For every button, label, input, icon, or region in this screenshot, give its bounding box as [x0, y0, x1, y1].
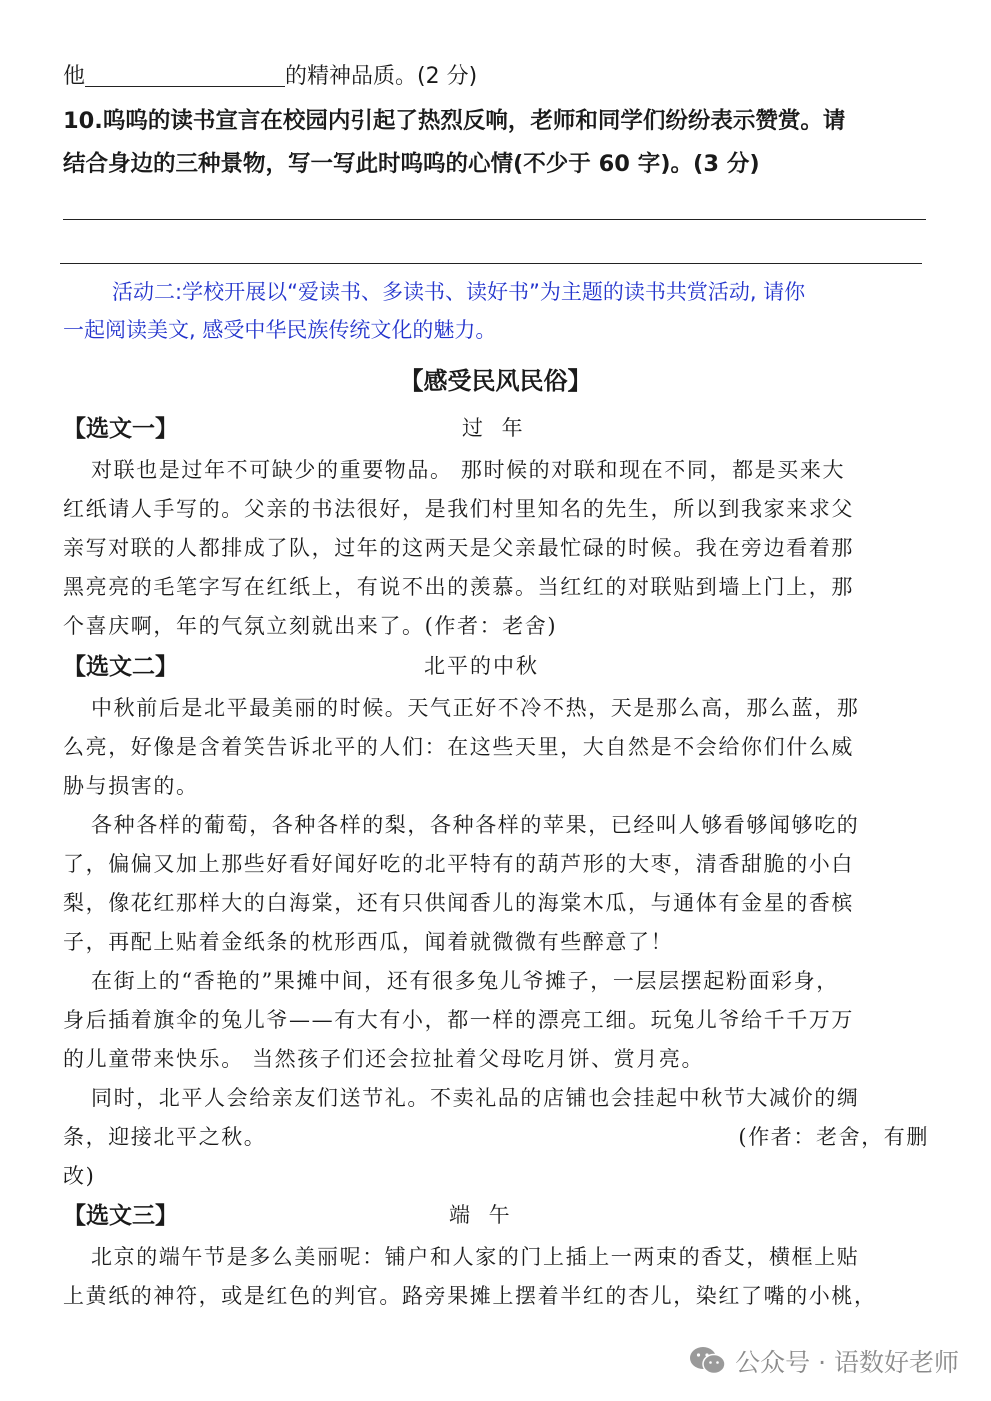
wechat-icon [689, 1345, 727, 1377]
passage-1-line: 个喜庆啊，年的气氛立刻就出来了。(作者：老舍) [63, 614, 558, 638]
answer-line[interactable] [60, 263, 922, 264]
passage-2-line: 身后插着旗伞的兔儿爷——有大有小，都一样的漂亮工细。玩兔儿爷给千千万万 [63, 1008, 854, 1032]
passage-3-line: 上黄纸的神符，或是红色的判官。路旁果摊上摆着半红的杏儿，染红了嘴的小桃， [63, 1284, 877, 1308]
passage-2-author: (作者：老舍，有删 [738, 1125, 929, 1149]
passage-2-line: 中秋前后是北平最美丽的时候。天气正好不冷不热，天是那么高，那么蓝，那 [91, 696, 860, 720]
passage-2-line: 么亮，好像是含着笑告诉北平的人们：在这些天里，大自然是不会给你们什么威 [63, 735, 854, 759]
passage-2-line: 在街上的“香艳的”果摊中间，还有很多兔儿爷摊子，一层层摆起粉面彩身， [91, 969, 839, 993]
passage-2-line: 同时，北平人会给亲友们送节礼。不卖礼品的店铺也会挂起中秋节大减价的绸 [91, 1086, 860, 1110]
passage-1-line: 红纸请人手写的。父亲的书法很好，是我们村里知名的先生，所以到我家来求父 [63, 497, 854, 521]
passage-1-label: 【选文一】 [63, 416, 178, 442]
activity-2-line-2: 一起阅读美文, 感受中华民族传统文化的魅力。 [63, 318, 497, 342]
passage-3-label: 【选文三】 [63, 1203, 178, 1229]
question-9-tail [63, 62, 929, 92]
watermark [689, 1343, 959, 1379]
passage-3-title: 端 午 [449, 1203, 516, 1227]
watermark-text: 公众号 · 语数好老师 [735, 1348, 959, 1377]
passage-2-line: 的儿童带来快乐。 当然孩子们还会拉扯着父母吃月饼、赏月亮。 [63, 1047, 705, 1071]
answer-blank[interactable] [85, 64, 285, 87]
question-10-line-1: 10.呜呜的读书宣言在校园内引起了热烈反响，老师和同学们纷纷表示赞赏。请 [63, 108, 846, 134]
q9-prefix: 他 [63, 64, 86, 89]
passage-1-line: 对联也是过年不可缺少的重要物品。 那时候的对联和现在不同，都是买来大 [91, 458, 846, 482]
activity-2-line-1: 活动二:学校开展以“爱读书、多读书、读好书”为主题的读书共赏活动, 请你 [112, 280, 806, 304]
passage-1-line: 黑亮亮的毛笔字写在红纸上，有说不出的羡慕。当红红的对联贴到墙上门上，那 [63, 575, 854, 599]
passage-1-title: 过 年 [462, 416, 529, 440]
passage-2-label: 【选文二】 [63, 654, 178, 680]
passage-2-line: 改) [63, 1164, 96, 1188]
passage-2-line: 条，迎接北平之秋。 [63, 1125, 267, 1149]
answer-line[interactable] [63, 219, 926, 220]
passage-2-line: 胁与损害的。 [63, 774, 199, 798]
passage-2-line: 了，偏偏又加上那些好看好闻好吃的北平特有的葫芦形的大枣，清香甜脆的小白 [63, 852, 854, 876]
section-title: 【感受民风民俗】 [399, 367, 592, 395]
question-10-line-2: 结合身边的三种景物，写一写此时呜呜的心情(不少于 60 字)。(3 分) [63, 151, 760, 177]
passage-2-line: 子，再配上贴着金纸条的枕形西瓜，闻着就微微有些醉意了！ [63, 930, 674, 954]
passage-2-title: 北平的中秋 [424, 654, 539, 678]
passage-1-line: 亲写对联的人都排成了队，过年的这两天是父亲最忙碌的时候。我在旁边看着那 [63, 536, 854, 560]
passage-2-line: 各种各样的葡萄，各种各样的梨，各种各样的苹果，已经叫人够看够闻够吃的 [91, 813, 860, 837]
q9-suffix: 的精神品质。(2 分) [285, 64, 478, 89]
passage-2-line: 梨，像花红那样大的白海棠，还有只供闻香儿的海棠木瓜，与通体有金星的香槟 [63, 891, 854, 915]
passage-3-line: 北京的端午节是多么美丽呢：铺户和人家的门上插上一两束的香艾，横框上贴 [91, 1245, 860, 1269]
